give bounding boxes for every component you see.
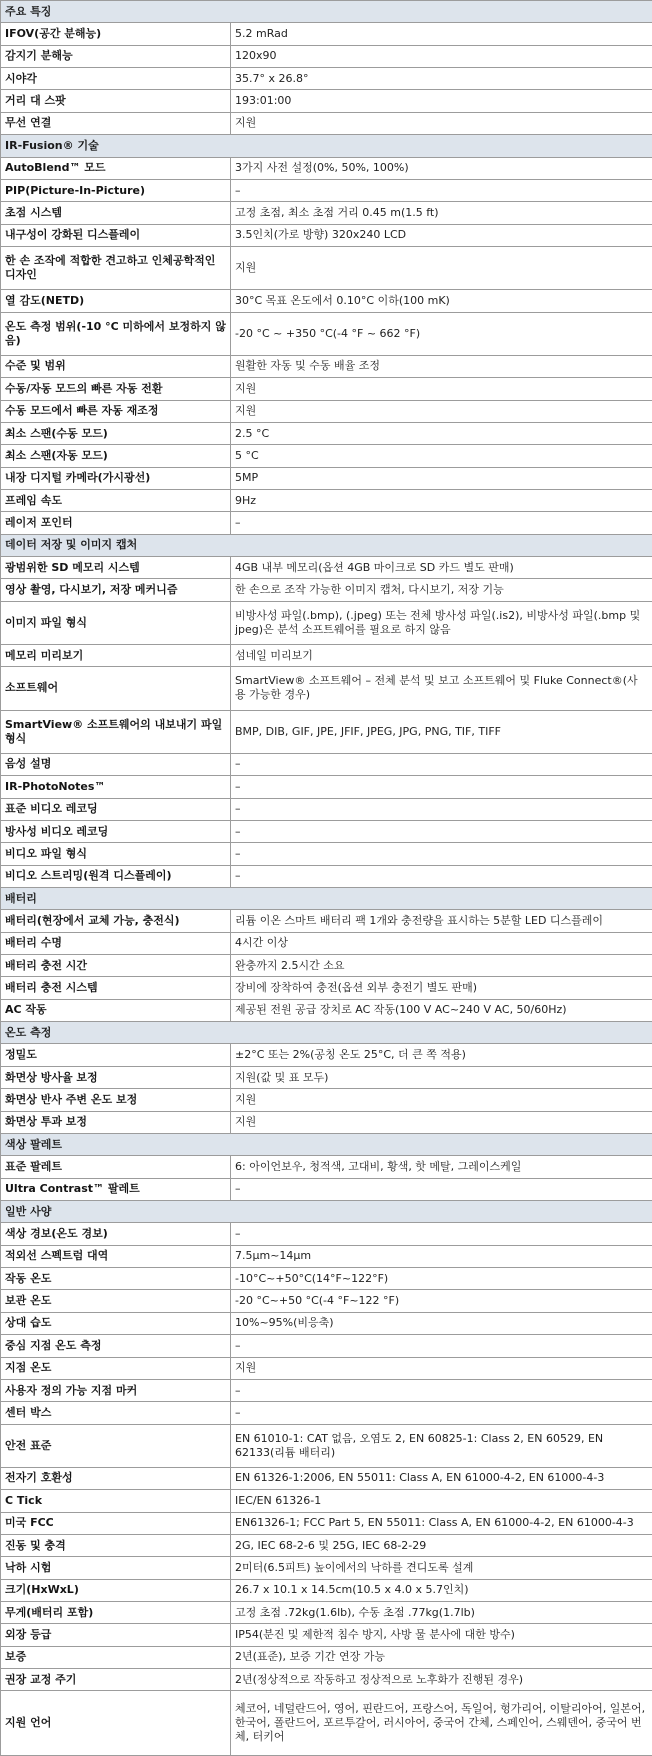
spec-value: -10°C~+50°C(14°F~122°F) [231, 1268, 652, 1290]
spec-value: 5 °C [231, 445, 652, 467]
spec-label: 비디오 스트리밍(원격 디스플레이) [1, 865, 231, 887]
spec-value: – [231, 1402, 652, 1424]
spec-value: – [231, 753, 652, 775]
section-title: 배터리 [1, 887, 652, 909]
spec-value: 지원 [231, 378, 652, 400]
table-row [1, 1379, 652, 1401]
spec-value: 섬네일 미리보기 [231, 644, 652, 666]
table-row [1, 932, 652, 954]
spec-value: 193:01:00 [231, 90, 652, 112]
spec-label: 표준 팔레트 [1, 1156, 231, 1178]
section-title: 데이터 저장 및 이미지 캡처 [1, 534, 652, 556]
spec-label: 크기(HxWxL) [1, 1579, 231, 1601]
spec-label: 미국 FCC [1, 1512, 231, 1534]
spec-label: 초점 시스템 [1, 202, 231, 224]
table-row [1, 90, 652, 112]
section-title: 주요 특징 [1, 1, 652, 23]
section-header [1, 135, 652, 157]
spec-label: 소프트웨어 [1, 667, 231, 710]
table-row [1, 112, 652, 134]
spec-table-body [1, 1, 652, 1756]
table-row [1, 1691, 652, 1756]
section-header [1, 1022, 652, 1044]
spec-value: 9Hz [231, 489, 652, 511]
spec-label: 배터리(현장에서 교체 가능, 충전식) [1, 910, 231, 932]
spec-label: 보증 [1, 1646, 231, 1668]
table-row [1, 557, 652, 579]
section-header [1, 534, 652, 556]
spec-value: 5.2 mRad [231, 23, 652, 45]
spec-label: 지원 언어 [1, 1691, 231, 1756]
table-row [1, 378, 652, 400]
table-row [1, 1290, 652, 1312]
spec-value: 지원(값 및 표 모두) [231, 1066, 652, 1088]
spec-label: 정밀도 [1, 1044, 231, 1066]
spec-value: 30°C 목표 온도에서 0.10°C 이하(100 mK) [231, 290, 652, 312]
spec-label: PIP(Picture-In-Picture) [1, 179, 231, 201]
table-row [1, 1579, 652, 1601]
spec-value: 한 손으로 조작 가능한 이미지 캡처, 다시보기, 저장 기능 [231, 579, 652, 601]
spec-label: C Tick [1, 1490, 231, 1512]
spec-value: ±2°C 또는 2%(공칭 온도 25°C, 더 큰 쪽 적용) [231, 1044, 652, 1066]
spec-label: 무선 연결 [1, 112, 231, 134]
spec-value: SmartView® 소프트웨어 – 전체 분석 및 보고 소프트웨어 및 Fluke Connect®(사용 가능한 경우) [231, 667, 652, 710]
spec-label: 음성 설명 [1, 753, 231, 775]
spec-label: 중심 지점 온도 측정 [1, 1335, 231, 1357]
spec-value: EN61326-1; FCC Part 5, EN 55011: Class A, EN 61000-4-2, EN 61000-4-3 [231, 1512, 652, 1534]
spec-value: 장비에 장착하여 충전(옵션 외부 충전기 별도 판매) [231, 977, 652, 999]
table-row [1, 512, 652, 534]
spec-value: EN 61326-1:2006, EN 55011: Class A, EN 61000-4-2, EN 61000-4-3 [231, 1467, 652, 1489]
table-row [1, 999, 652, 1021]
section-header [1, 887, 652, 909]
table-row [1, 1156, 652, 1178]
spec-label: 한 손 조작에 적합한 견고하고 인체공학적인 디자인 [1, 246, 231, 289]
spec-value: 고정 초점 .72kg(1.6lb), 수동 초점 .77kg(1.7lb) [231, 1601, 652, 1623]
table-row [1, 68, 652, 90]
table-row [1, 1357, 652, 1379]
section-title: 온도 측정 [1, 1022, 652, 1044]
spec-label: 수동/자동 모드의 빠른 자동 전환 [1, 378, 231, 400]
spec-value: EN 61010-1: CAT 없음, 오염도 2, EN 60825-1: Class 2, EN 60529, EN 62133(리튬 배터리) [231, 1424, 652, 1467]
table-row [1, 1089, 652, 1111]
spec-label: 비디오 파일 형식 [1, 843, 231, 865]
spec-label: 최소 스팬(수동 모드) [1, 422, 231, 444]
table-row [1, 202, 652, 224]
spec-value: – [231, 179, 652, 201]
section-header [1, 1133, 652, 1155]
table-row [1, 820, 652, 842]
table-row [1, 1178, 652, 1200]
spec-label: 내구성이 강화된 디스플레이 [1, 224, 231, 246]
table-row [1, 467, 652, 489]
table-row [1, 489, 652, 511]
spec-value: 2G, IEC 68-2-6 및 25G, IEC 68-2-29 [231, 1534, 652, 1556]
spec-label: 거리 대 스팟 [1, 90, 231, 112]
spec-value: 지원 [231, 1089, 652, 1111]
spec-value: 고정 초점, 최소 초점 거리 0.45 m(1.5 ft) [231, 202, 652, 224]
spec-label: 화면상 투과 보정 [1, 1111, 231, 1133]
spec-label: 레이저 포인터 [1, 512, 231, 534]
spec-value: – [231, 798, 652, 820]
spec-label: 배터리 충전 시간 [1, 955, 231, 977]
spec-value: 26.7 x 10.1 x 14.5cm(10.5 x 4.0 x 5.7인치) [231, 1579, 652, 1601]
spec-label: AutoBlend™ 모드 [1, 157, 231, 179]
table-row [1, 246, 652, 289]
spec-value: 35.7° x 26.8° [231, 68, 652, 90]
table-row [1, 1312, 652, 1334]
table-row [1, 865, 652, 887]
spec-label: 진동 및 충격 [1, 1534, 231, 1556]
spec-value: – [231, 1223, 652, 1245]
table-row [1, 1646, 652, 1668]
table-row [1, 23, 652, 45]
spec-label: 배터리 충전 시스템 [1, 977, 231, 999]
spec-value: 지원 [231, 1357, 652, 1379]
table-row [1, 179, 652, 201]
spec-value: 지원 [231, 1111, 652, 1133]
spec-value: – [231, 865, 652, 887]
spec-label: 색상 경보(온도 경보) [1, 1223, 231, 1245]
spec-label: 최소 스팬(자동 모드) [1, 445, 231, 467]
spec-label: 전자기 호환성 [1, 1467, 231, 1489]
spec-label: 권장 교정 주기 [1, 1669, 231, 1691]
section-title: 일반 사양 [1, 1200, 652, 1222]
table-row [1, 355, 652, 377]
table-row [1, 667, 652, 710]
table-row [1, 1335, 652, 1357]
table-row [1, 955, 652, 977]
spec-value: – [231, 776, 652, 798]
spec-label: 작동 온도 [1, 1268, 231, 1290]
table-row [1, 1490, 652, 1512]
spec-label: 프레임 속도 [1, 489, 231, 511]
spec-value: 2미터(6.5피트) 높이에서의 낙하를 견디도록 설계 [231, 1557, 652, 1579]
spec-label: 화면상 반사 주변 온도 보정 [1, 1089, 231, 1111]
spec-label: SmartView® 소프트웨어의 내보내기 파일 형식 [1, 710, 231, 753]
spec-label: 영상 촬영, 다시보기, 저장 메커니즘 [1, 579, 231, 601]
spec-value: 10%~95%(비응축) [231, 1312, 652, 1334]
spec-value: 5MP [231, 467, 652, 489]
spec-label: 센터 박스 [1, 1402, 231, 1424]
spec-value: 완충까지 2.5시간 소요 [231, 955, 652, 977]
spec-value: 3가지 사전 설정(0%, 50%, 100%) [231, 157, 652, 179]
spec-label: 수준 및 범위 [1, 355, 231, 377]
table-row [1, 1624, 652, 1646]
table-row [1, 290, 652, 312]
table-row [1, 1223, 652, 1245]
table-row [1, 157, 652, 179]
spec-label: 방사성 비디오 레코딩 [1, 820, 231, 842]
spec-value: 4시간 이상 [231, 932, 652, 954]
table-row [1, 1467, 652, 1489]
table-row [1, 644, 652, 666]
spec-value: 3.5인치(가로 방향) 320x240 LCD [231, 224, 652, 246]
spec-value: 지원 [231, 246, 652, 289]
table-row [1, 910, 652, 932]
spec-label: 낙하 시험 [1, 1557, 231, 1579]
spec-label: 안전 표준 [1, 1424, 231, 1467]
table-row [1, 1402, 652, 1424]
spec-label: 내장 디지털 카메라(가시광선) [1, 467, 231, 489]
table-row [1, 1111, 652, 1133]
spec-label: 무게(배터리 포함) [1, 1601, 231, 1623]
spec-label: 시야각 [1, 68, 231, 90]
spec-label: 적외선 스펙트럼 대역 [1, 1245, 231, 1267]
spec-label: 감지기 분해능 [1, 45, 231, 67]
spec-label: 열 감도(NETD) [1, 290, 231, 312]
spec-label: 외장 등급 [1, 1624, 231, 1646]
table-row [1, 224, 652, 246]
spec-label: Ultra Contrast™ 팔레트 [1, 1178, 231, 1200]
table-row [1, 1044, 652, 1066]
spec-label: 보관 온도 [1, 1290, 231, 1312]
spec-value: 2.5 °C [231, 422, 652, 444]
table-row [1, 1557, 652, 1579]
table-row [1, 1669, 652, 1691]
spec-label: 사용자 정의 가능 지점 마커 [1, 1379, 231, 1401]
spec-value: BMP, DIB, GIF, JPE, JFIF, JPEG, JPG, PNG, TIF, TIFF [231, 710, 652, 753]
spec-value: 지원 [231, 112, 652, 134]
spec-value: – [231, 1335, 652, 1357]
table-row [1, 1512, 652, 1534]
table-row [1, 422, 652, 444]
spec-label: 상대 습도 [1, 1312, 231, 1334]
spec-label: 온도 측정 범위(-10 °C 미하에서 보정하지 않음) [1, 312, 231, 355]
spec-label: 메모리 미리보기 [1, 644, 231, 666]
table-row [1, 312, 652, 355]
table-row [1, 579, 652, 601]
spec-label: IR-PhotoNotes™ [1, 776, 231, 798]
spec-value: 2년(표준), 보증 기간 연장 가능 [231, 1646, 652, 1668]
spec-value: 리튬 이온 스마트 배터리 팩 1개와 충전량을 표시하는 5분할 LED 디스플레이 [231, 910, 652, 932]
spec-value: – [231, 820, 652, 842]
spec-label: AC 작동 [1, 999, 231, 1021]
table-row [1, 977, 652, 999]
spec-value: – [231, 1178, 652, 1200]
spec-value: IEC/EN 61326-1 [231, 1490, 652, 1512]
spec-label: 표준 비디오 레코딩 [1, 798, 231, 820]
spec-value: 4GB 내부 메모리(옵션 4GB 마이크로 SD 카드 별도 판매) [231, 557, 652, 579]
spec-value: – [231, 843, 652, 865]
spec-value: 지원 [231, 400, 652, 422]
table-row [1, 601, 652, 644]
spec-value: 비방사성 파일(.bmp), (.jpeg) 또는 전체 방사성 파일(.is2), 비방사성 파일(.bmp 및 jpeg)은 분석 소프트웨어를 필요로 하지 않음 [231, 601, 652, 644]
spec-label: IFOV(공간 분해능) [1, 23, 231, 45]
table-row [1, 1268, 652, 1290]
spec-label: 화면상 방사율 보정 [1, 1066, 231, 1088]
table-row [1, 1424, 652, 1467]
spec-value: 원활한 자동 및 수동 배율 조정 [231, 355, 652, 377]
table-row [1, 798, 652, 820]
spec-value: IP54(분진 및 제한적 침수 방지, 사방 물 분사에 대한 방수) [231, 1624, 652, 1646]
table-row [1, 400, 652, 422]
spec-value: 체코어, 네덜란드어, 영어, 핀란드어, 프랑스어, 독일어, 헝가리어, 이탈리아어, 일본어, 한국어, 폴란드어, 포르투갈어, 러시아어, 중국어 간체, 스페인어, 스웨덴어, 중국어 번체, 터키어 [231, 1691, 652, 1756]
table-row [1, 45, 652, 67]
table-row [1, 1534, 652, 1556]
spec-value: 7.5μm~14μm [231, 1245, 652, 1267]
spec-value: – [231, 512, 652, 534]
spec-label: 배터리 수명 [1, 932, 231, 954]
spec-label: 지점 온도 [1, 1357, 231, 1379]
section-title: IR-Fusion® 기술 [1, 135, 652, 157]
spec-value: -20 °C~+50 °C(-4 °F~122 °F) [231, 1290, 652, 1312]
section-header [1, 1200, 652, 1222]
table-row [1, 1601, 652, 1623]
table-row [1, 843, 652, 865]
spec-value: 120x90 [231, 45, 652, 67]
spec-label: 수동 모드에서 빠른 자동 재조정 [1, 400, 231, 422]
spec-label: 이미지 파일 형식 [1, 601, 231, 644]
table-row [1, 710, 652, 753]
spec-label: 광범위한 SD 메모리 시스템 [1, 557, 231, 579]
table-row [1, 1066, 652, 1088]
table-row [1, 1245, 652, 1267]
table-row [1, 776, 652, 798]
section-header [1, 1, 652, 23]
spec-value: -20 °C ~ +350 °C(-4 °F ~ 662 °F) [231, 312, 652, 355]
spec-value: 제공된 전원 공급 장치로 AC 작동(100 V AC~240 V AC, 50/60Hz) [231, 999, 652, 1021]
table-row [1, 445, 652, 467]
spec-value: – [231, 1379, 652, 1401]
table-row [1, 753, 652, 775]
spec-value: 2년(정상적으로 작동하고 정상적으로 노후화가 진행된 경우) [231, 1669, 652, 1691]
section-title: 색상 팔레트 [1, 1133, 652, 1155]
spec-value: 6: 아이언보우, 청적색, 고대비, 황색, 핫 메탈, 그레이스케일 [231, 1156, 652, 1178]
